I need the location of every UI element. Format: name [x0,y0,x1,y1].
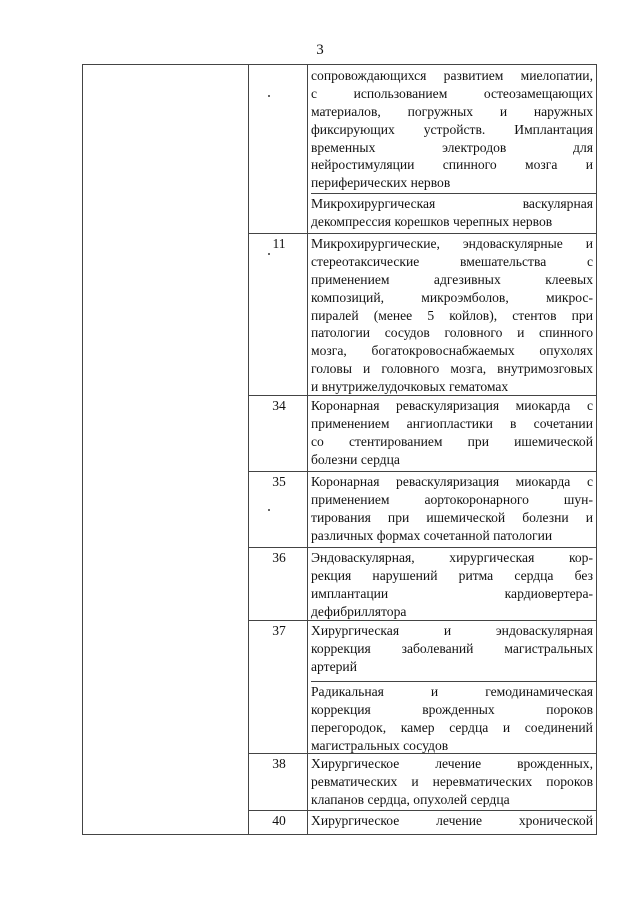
word: аортокоронарного [424,491,529,507]
word: использованием [353,85,448,101]
word: при [571,307,593,323]
word: кардиовертера- [504,585,593,601]
word: клеевых [545,271,593,287]
text-line [311,195,593,213]
word: внутримозговых [497,361,593,377]
word: миокарда [515,398,571,413]
scan-mark [268,509,270,511]
word: ишемической [426,509,506,525]
word: при [467,433,489,449]
word: сосудов [384,325,430,341]
word: вмешательства [460,253,547,269]
text-line [311,324,593,342]
word: и [502,719,511,735]
word: богатокровоснабжаемых [371,343,515,359]
word: Микрохирургическая [311,196,436,211]
text-line [311,342,593,360]
word: и внутрижелудочковых гематомах [311,379,509,395]
word: лечение [436,813,483,828]
word: фиксирующих [311,121,395,137]
word: лечение [435,756,482,771]
word: и [443,623,452,638]
word: 5 [427,307,435,323]
row-separator [311,193,596,194]
word: композиций, [311,289,384,305]
procedure-description [311,549,593,621]
word: ишемической [514,433,593,449]
word: врожденных, [517,756,593,771]
word: стереотаксические [311,253,420,269]
word: с [586,253,593,269]
text-line [311,378,593,396]
word: ангиопластики [406,415,493,431]
word: коррекция [311,701,371,717]
word: головного [381,361,440,377]
procedure-description [311,397,593,469]
word: ревматических [311,773,398,789]
word: болезни сердца [311,451,400,467]
text-line [311,737,593,755]
row-number: 37 [272,623,286,638]
word: стентов [512,307,557,323]
word: наружных [533,103,593,119]
word: погружных [407,103,474,119]
word: мозга, [450,361,487,377]
procedure-description [311,812,593,830]
procedure-description [311,755,593,809]
word: со [311,433,324,449]
word: опухолях [539,343,593,359]
column-divider [248,65,249,834]
text-line [311,509,593,527]
word: сопровождающихся [311,68,427,83]
word: головного [444,325,503,341]
word: коррекция [311,640,371,656]
scan-mark [268,95,270,97]
word: неревматических [432,773,533,789]
word: эндоваскулярная [495,623,593,638]
word: пороков [546,773,593,789]
word: Хирургическая [311,623,400,638]
word: шун- [563,491,593,507]
text-line [311,622,593,640]
word: и [430,684,439,699]
row-separator [248,547,596,548]
word: хирургическая [449,550,535,565]
word: развитием [443,68,504,83]
text-line [311,701,593,719]
word: для [573,139,593,155]
word: при [387,509,410,525]
word: сочетании [533,415,593,431]
text-line [311,527,593,545]
procedure-description [311,235,593,396]
word: остеозамещающих [483,85,593,101]
word: Имплантация [514,121,593,137]
word: и [499,103,508,119]
word: с [586,398,593,413]
word: Хирургическое [311,756,400,771]
text-line [311,812,593,830]
word: микрос- [546,289,593,305]
word: с [311,85,318,101]
text-line [311,491,593,509]
text-line [311,433,593,451]
text-line [311,683,593,701]
word: микроэмболов, [421,289,509,305]
word: стентированием [348,433,443,449]
text-line [311,253,593,271]
word: нейростимуляции [311,157,415,173]
word: магистральных сосудов [311,737,449,753]
procedure-description [311,622,593,676]
row-separator [248,233,596,234]
word: сердца [449,719,489,735]
row-number: 34 [272,398,286,413]
word: хронической [518,813,593,828]
procedure-table [82,64,597,835]
word: пороков [546,701,593,717]
text-line [311,415,593,433]
row-number: 35 [272,474,286,489]
text-line [311,139,593,157]
word: и [585,509,593,525]
word: и [363,361,371,377]
word: различных формах сочетанной патологии [311,527,553,543]
word: перегородок, [311,719,387,735]
word: заболеваний [401,640,474,656]
text-line [311,307,593,325]
word: клапанов сердца, опухолей сердца [311,791,510,807]
text-line [311,289,593,307]
procedure-description [311,683,593,755]
row-separator [248,620,596,621]
word: патологии [311,325,371,341]
word: без [574,567,593,583]
column-divider [307,65,308,834]
word: Коронарная [311,398,380,413]
word: и [585,157,593,173]
word: болезни [522,509,569,525]
text-line [311,658,593,676]
word: камер [400,719,435,735]
procedure-description [311,195,593,231]
word: тирования [311,509,371,525]
word: электродов [442,139,507,155]
word: применением [311,271,390,287]
word: мозга, [311,343,347,359]
word: имплантации [311,585,389,601]
word: койлов), [449,307,498,323]
word: васкулярная [522,196,593,211]
text-line [311,213,593,231]
word: адгезивных [433,271,501,287]
text-line [311,174,593,192]
word: применением [311,491,390,507]
word: Микрохирургические, [311,236,440,251]
row-number: 36 [272,550,286,565]
word: миелопатии, [520,68,593,83]
word: миокарда [515,474,571,489]
text-line [311,719,593,737]
word: гемодинамическая [485,684,593,699]
word: периферических нервов [311,175,451,191]
word: и [411,773,419,789]
word: мозга [525,157,558,173]
row-number: 38 [272,756,286,771]
text-line [311,397,593,415]
word: и [517,325,525,341]
page-number: 3 [316,42,324,58]
text-line [311,473,593,491]
word: пиралей [311,307,359,323]
text-line [311,271,593,289]
word: материалов, [311,103,381,119]
word: Эндоваскулярная, [311,550,415,565]
text-line [311,791,593,809]
word: кор- [568,550,593,565]
word: и [585,236,593,251]
word: Радикальная [311,684,384,699]
word: магистральных [504,640,593,656]
word: рекция [311,567,352,583]
word: с [586,474,593,489]
text-line [311,451,593,469]
text-line [311,640,593,658]
word: реваскуляризация [396,398,500,413]
row-separator [248,395,596,396]
text-line [311,85,593,103]
word: сердца [514,567,554,583]
scan-mark [268,253,270,255]
word: соединений [524,719,593,735]
row-separator [248,471,596,472]
word: артерий [311,658,357,674]
word: декомпрессия корешков черепных нервов [311,213,553,229]
text-line [311,360,593,378]
text-line [311,121,593,139]
row-number: 11 [272,236,286,251]
word: дефибриллятора [311,603,407,619]
word: Хирургическое [311,813,400,828]
text-line [311,549,593,567]
text-line [311,67,593,85]
procedure-description [311,473,593,545]
word: нарушений [372,567,438,583]
row-number: 40 [272,813,286,828]
text-line [311,103,593,121]
word: (менее [373,307,413,323]
word: головы [311,361,352,377]
word: спинного [539,325,593,341]
word: ритма [458,567,494,583]
word: в [510,415,517,431]
row-separator [248,753,596,754]
word: врожденных [422,701,495,717]
word: эндоваскулярные [462,236,563,251]
text-line [311,156,593,174]
word: спинного [442,157,497,173]
text-line [311,773,593,791]
word: временных [311,139,376,155]
text-line [311,755,593,773]
text-line [311,603,593,621]
procedure-description [311,67,593,192]
text-line [311,235,593,253]
row-separator [311,681,596,682]
text-line [311,567,593,585]
row-separator [248,810,596,811]
word: применением [311,415,390,431]
word: реваскуляризация [396,474,500,489]
text-line [311,585,593,603]
word: Коронарная [311,474,380,489]
word: устройств. [423,121,486,137]
